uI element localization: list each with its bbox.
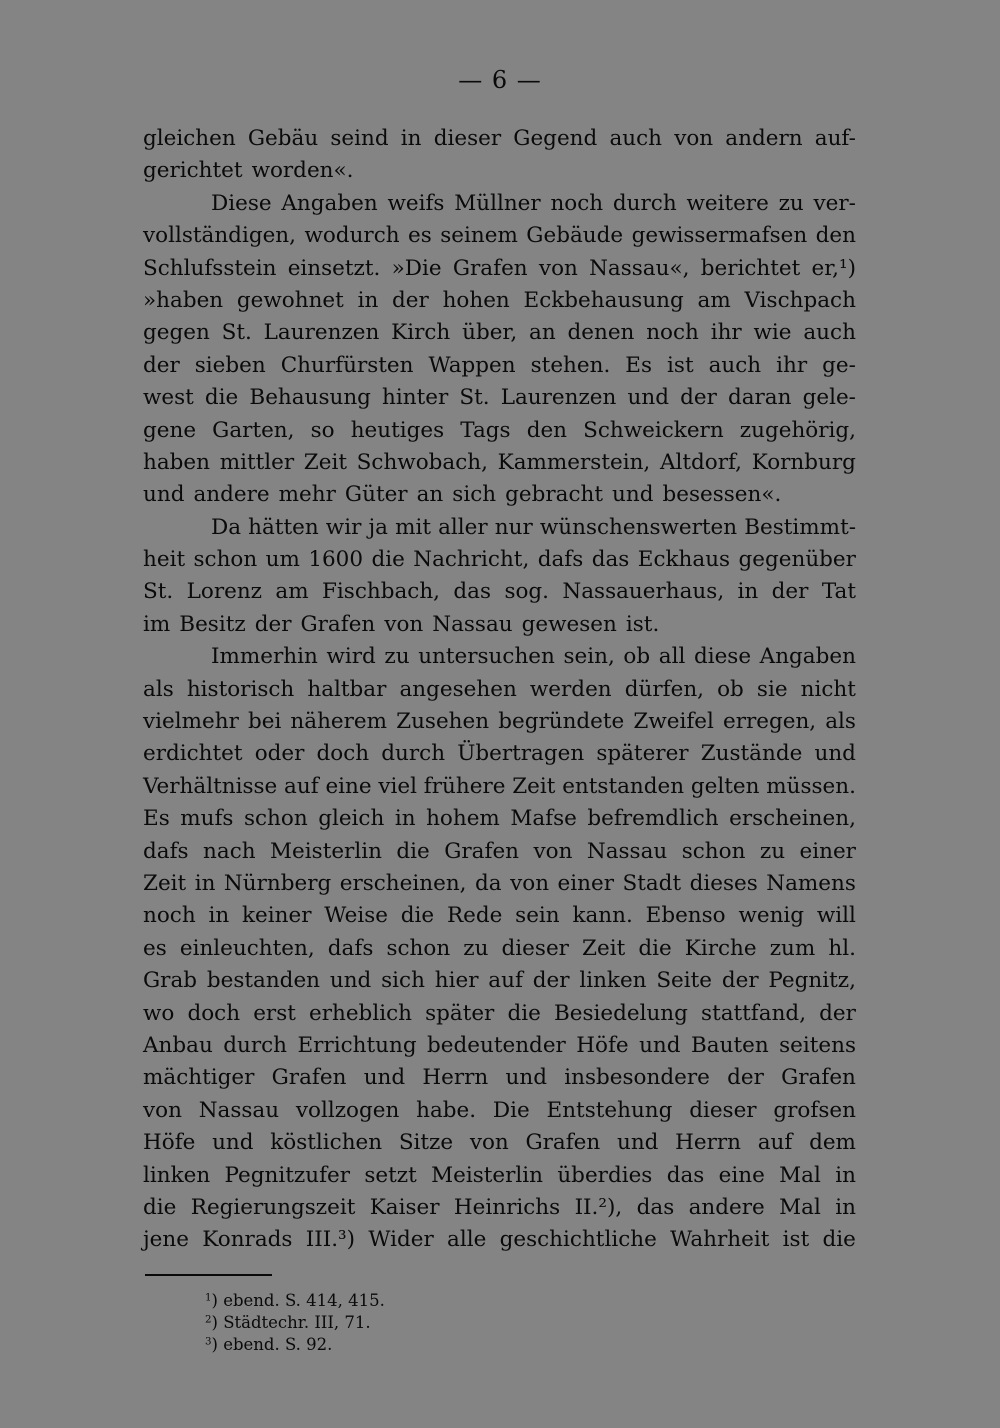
footnote	[205, 1290, 385, 1312]
footnote-text: ) ebend. S. 92.	[211, 1335, 333, 1354]
text-line: Diese Angaben weifs Müllner noch durch weitere zu ver-	[211, 190, 856, 216]
text-line: gene Garten, so heutiges Tags den Schweickern zugehörig,	[143, 417, 856, 443]
footnote-text: ) Städtechr. III, 71.	[211, 1313, 371, 1332]
text-line: der sieben Churfürsten Wappen stehen. Es ist auch ihr ge-	[143, 352, 856, 378]
text-line: Es mufs schon gleich in hohem Mafse befremdlich erscheinen,	[143, 806, 856, 832]
footnote	[205, 1312, 385, 1334]
text-line: Zeit in Nürnberg erscheinen, da von einer Stadt dieses Namens	[143, 870, 856, 896]
text-line: jene Konrads III.³) Wider alle geschichtliche Wahrheit ist die	[143, 1227, 856, 1253]
footnote-mark: 2	[205, 1314, 212, 1326]
text-line: es einleuchten, dafs schon zu dieser Zeit die Kirche zum hl.	[143, 935, 856, 961]
text-line: heit schon um 1600 die Nachricht, dafs das Eckhaus gegenüber	[143, 547, 856, 573]
text-line: Schlufsstein einsetzt. »Die Grafen von Nassau«, berichtet er,¹)	[143, 255, 856, 281]
text-line: im Besitz der Grafen von Nassau gewesen ist.	[143, 611, 660, 637]
text-line: Da hätten wir ja mit aller nur wünschenswerten Bestimmt-	[211, 514, 856, 540]
text-line: erdichtet oder doch durch Übertragen späterer Zustände und	[143, 741, 856, 767]
text-line: vielmehr bei näherem Zusehen begründete Zweifel erregen, als	[143, 709, 856, 735]
text-line: und andere mehr Güter an sich gebracht und besessen«.	[143, 482, 782, 508]
text-line: Verhältnisse auf eine viel frühere Zeit entstanden gelten müssen.	[143, 773, 856, 799]
footnote-divider	[145, 1274, 272, 1276]
text-line: St. Lorenz am Fischbach, das sog. Nassauerhaus, in der Tat	[143, 579, 856, 605]
text-line: Grab bestanden und sich hier auf der linken Seite der Pegnitz,	[143, 968, 856, 994]
text-line: dafs nach Meisterlin die Grafen von Nassau schon zu einer	[143, 838, 856, 864]
footnote-text: ) ebend. S. 414, 415.	[211, 1291, 385, 1310]
footnotes	[205, 1290, 385, 1356]
text-line: gerichtet worden«.	[143, 158, 354, 184]
body-text	[143, 123, 856, 1257]
text-line: gleichen Gebäu seind in dieser Gegend auch von andern auf-	[143, 126, 856, 151]
footnote-mark: 1	[205, 1292, 212, 1304]
text-line: vollständigen, wodurch es seinem Gebäude gewissermafsen den	[143, 223, 856, 249]
text-line: west die Behausung hinter St. Laurenzen und der daran gele-	[143, 385, 856, 411]
text-line: wo doch erst erheblich später die Besiedelung stattfand, der	[143, 1000, 856, 1026]
text-line: linken Pegnitzufer setzt Meisterlin überdies das eine Mal in	[143, 1162, 856, 1188]
text-line: die Regierungszeit Kaiser Heinrichs II.²), das andere Mal in	[143, 1194, 856, 1220]
text-line: »haben gewohnet in der hohen Eckbehausung am Vischpach	[143, 287, 856, 313]
text-line: Höfe und köstlichen Sitze von Grafen und Herrn auf dem	[143, 1130, 856, 1156]
text-line: Immerhin wird zu untersuchen sein, ob all diese Angaben	[211, 644, 856, 670]
footnote	[205, 1334, 385, 1356]
text-line: mächtiger Grafen und Herrn und insbesondere der Grafen	[143, 1065, 856, 1091]
text-line: als historisch haltbar angesehen werden dürfen, ob sie nicht	[143, 676, 856, 702]
text-line: Anbau durch Errichtung bedeutender Höfe und Bauten seitens	[143, 1032, 856, 1058]
text-line: haben mittler Zeit Schwobach, Kammerstein, Altdorf, Kornburg	[143, 449, 856, 475]
page-number: — 6 —	[458, 66, 542, 94]
footnote-mark: 3	[205, 1336, 212, 1348]
text-line: gegen St. Laurenzen Kirch über, an denen noch ihr wie auch	[143, 320, 856, 346]
text-line: noch in keiner Weise die Rede sein kann. Ebenso wenig will	[143, 903, 856, 929]
text-line: von Nassau vollzogen habe. Die Entstehung dieser grofsen	[143, 1097, 856, 1123]
